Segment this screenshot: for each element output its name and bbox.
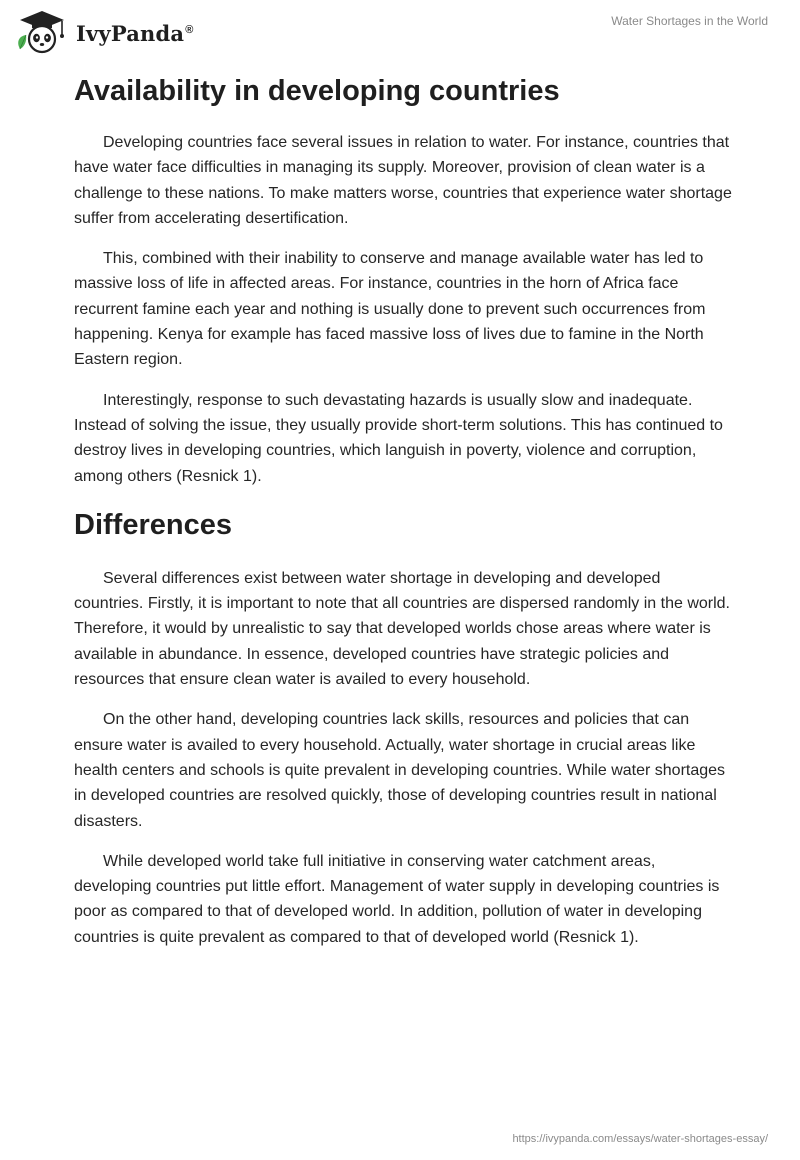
essay-content <box>74 70 734 965</box>
document-title: Water Shortages in the World <box>611 14 768 28</box>
page-header <box>0 0 800 60</box>
panda-graduation-cap-icon <box>14 9 70 55</box>
section-heading: Availability in developing countries <box>74 75 560 107</box>
paragraph: While developed world take full initiative in conserving water catchment areas, developing countries put little effort. Management of water supply in developing countries is poor as compared to that of developed world. In addition, pollution of water in developing countries is quite prevalent as compared to that of developed world (Resnick 1). <box>74 852 720 946</box>
paragraph: Several differences exist between water shortage in developing and developed countries. Firstly, it is important to note that all countries are dispersed randomly in the world. Therefore, it would by unrealistic to say that developed worlds chose areas where water is available in abundance. In essence, developed countries have strategic policies and resources that ensure clean water is availed to every household. <box>74 569 730 689</box>
paragraph: This, combined with their inability to conserve and manage available water has led to massive loss of life in affected areas. For instance, countries in the horn of Africa face recurrent famine each year and nothing is usually done to prevent such occurrences from happening. Kenya for example has faced massive loss of lives due to famine in the North Eastern region. <box>74 250 706 369</box>
paragraph: Interestingly, response to such devastating hazards is usually slow and inadequate. Instead of solving the issue, they usually provide short-term solutions. This has continued to destroy lives in developing countries, which languish in poverty, violence and corruption, among others (Resnick 1). <box>74 391 723 485</box>
registered-mark: ® <box>185 23 194 36</box>
source-url-link[interactable]: https://ivypanda.com/essays/water-shortages-essay/ <box>512 1133 768 1145</box>
brand-name: IvyPanda® <box>76 20 194 46</box>
paragraph: Developing countries face several issues in relation to water. For instance, countries that have water face difficulties in managing its supply. Moreover, provision of clean water is a challenge to these nations. To make matters worse, countries that experience water shortage suffer from accelerating desertification. <box>74 134 732 227</box>
paragraph: On the other hand, developing countries lack skills, resources and policies that can ensure water is availed to every household. Actually, water shortage in crucial areas like health centers and schools is quite prevalent in developing countries. While water shortages in developed countries are resolved quickly, those of developing countries result in national disasters. <box>74 711 726 830</box>
ivypanda-logo[interactable] <box>14 8 194 56</box>
section-heading: Differences <box>74 508 232 541</box>
